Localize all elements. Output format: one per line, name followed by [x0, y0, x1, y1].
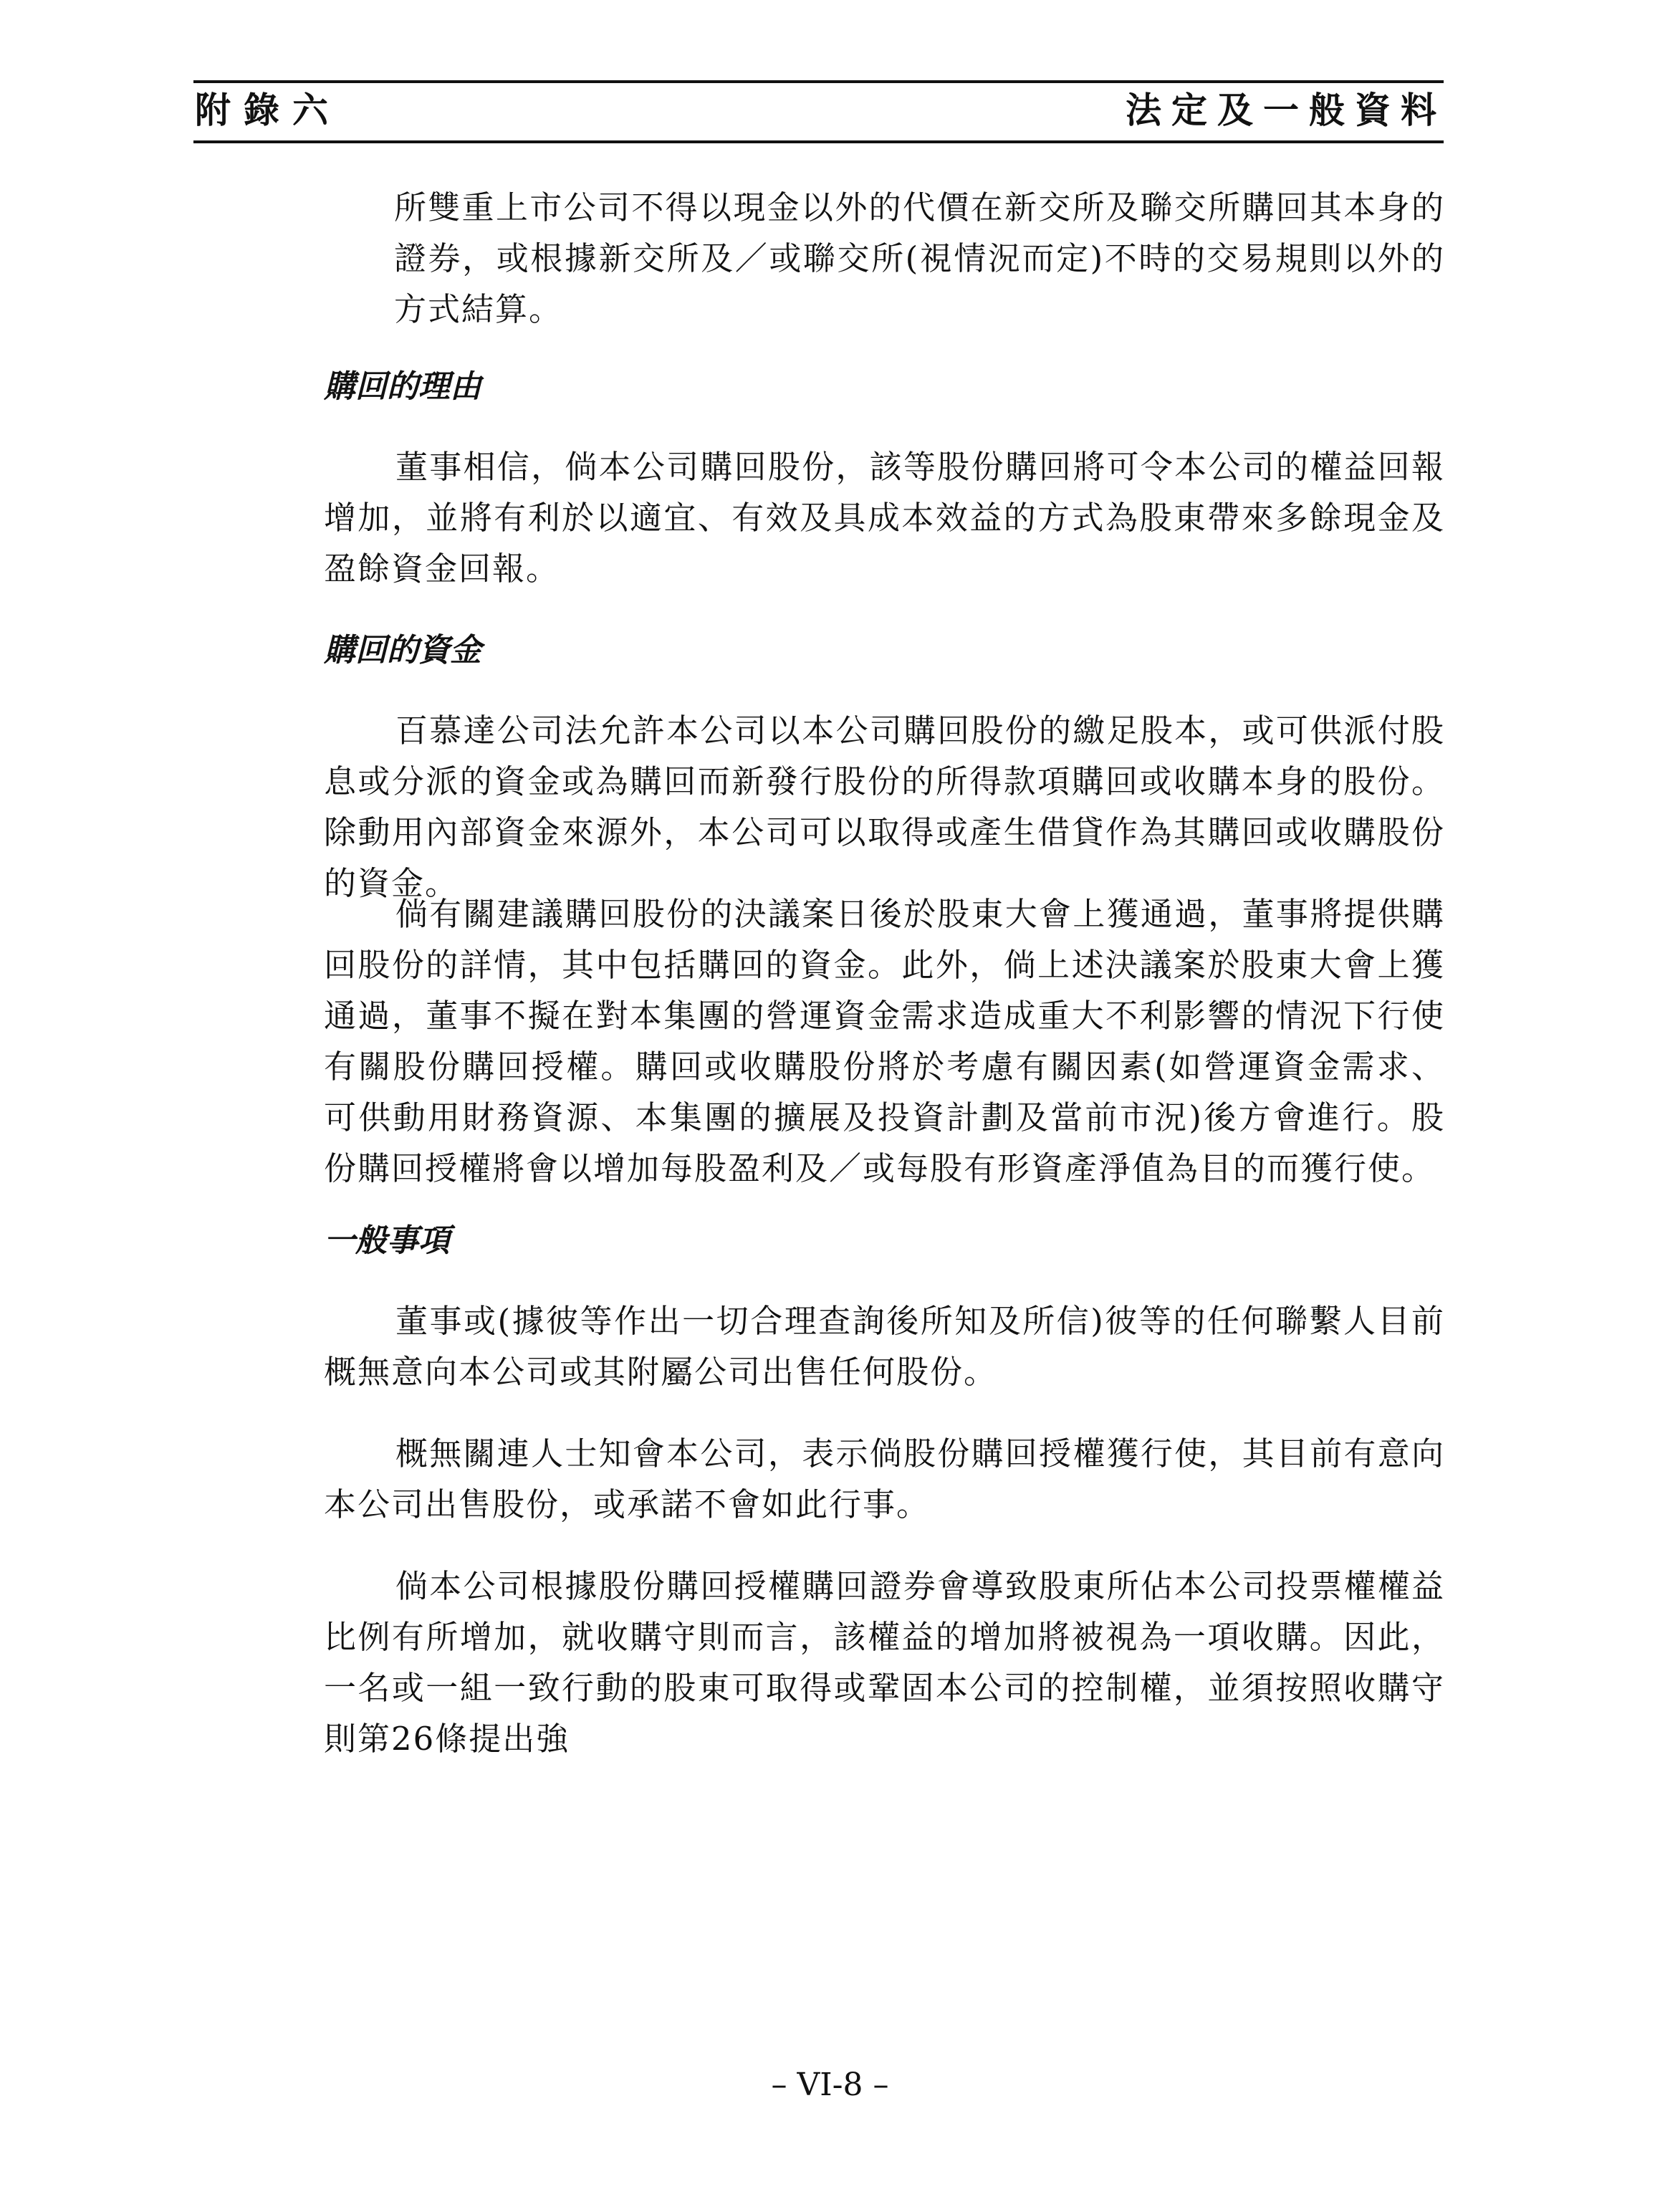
paragraph-continuation: 所雙重上市公司不得以現金以外的代價在新交所及聯交所購回其本身的證券，或根據新交所及／或聯交所(視情況而定)不時的交易規則以外的方式結算。 [394, 188, 1445, 328]
page-number: – VI-8 – [771, 2067, 889, 2103]
appendix-label: 附錄六 [195, 89, 341, 131]
heading-funding-of-repurchase: 購回的資金 [324, 632, 481, 669]
paragraph-reasons: 董事相信，倘本公司購回股份，該等股份購回將可令本公司的權益回報增加，並將有利於以適宜、有效及具成本效益的方式為股東帶來多餘現金及盈餘資金回報。 [324, 448, 1445, 588]
section-title: 法定及一般資料 [1126, 89, 1446, 131]
heading-general: 一般事項 [324, 1222, 450, 1259]
header-bottom-rule [193, 140, 1444, 143]
header-top-rule [193, 80, 1444, 83]
paragraph-funding: 百慕達公司法允許本公司以本公司購回股份的繳足股本，或可供派付股息或分派的資金或為購回而新發行股份的所得款項購回或收購本身的股份。除動用內部資金來源外，本公司可以取得或產生借貸作為其購回或收購股份的資金。 [324, 712, 1445, 902]
paragraph-directors-intention: 董事或(據彼等作出一切合理查詢後所知及所信)彼等的任何聯繫人目前概無意向本公司或其附屬公司出售任何股份。 [324, 1302, 1445, 1391]
paragraph-takeovers-code: 倘本公司根據股份購回授權購回證券會導致股東所佔本公司投票權權益比例有所增加，就收購守則而言，該權益的增加將被視為一項收購。因此，一名或一組一致行動的股東可取得或鞏固本公司的控制權，並須按照收購守則第26條提出強 [324, 1567, 1445, 1758]
paragraph-repurchase-details: 倘有關建議購回股份的決議案日後於股東大會上獲通過，董事將提供購回股份的詳情，其中包括購回的資金。此外，倘上述決議案於股東大會上獲通過，董事不擬在對本集團的營運資金需求造成重大不利影響的情況下行使有關股份購回授權。購回或收購股份將於考慮有關因素(如營運資金需求、可供動用財務資源、本集團的擴展及投資計劃及當前市況)後方會進行。股份購回授權將會以增加每股盈利及／或每股有形資產淨值為目的而獲行使。 [324, 895, 1445, 1187]
paragraph-connected-persons: 概無關連人士知會本公司，表示倘股份購回授權獲行使，其目前有意向本公司出售股份，或承諾不會如此行事。 [324, 1435, 1445, 1523]
heading-reasons-for-repurchase: 購回的理由 [324, 368, 481, 405]
